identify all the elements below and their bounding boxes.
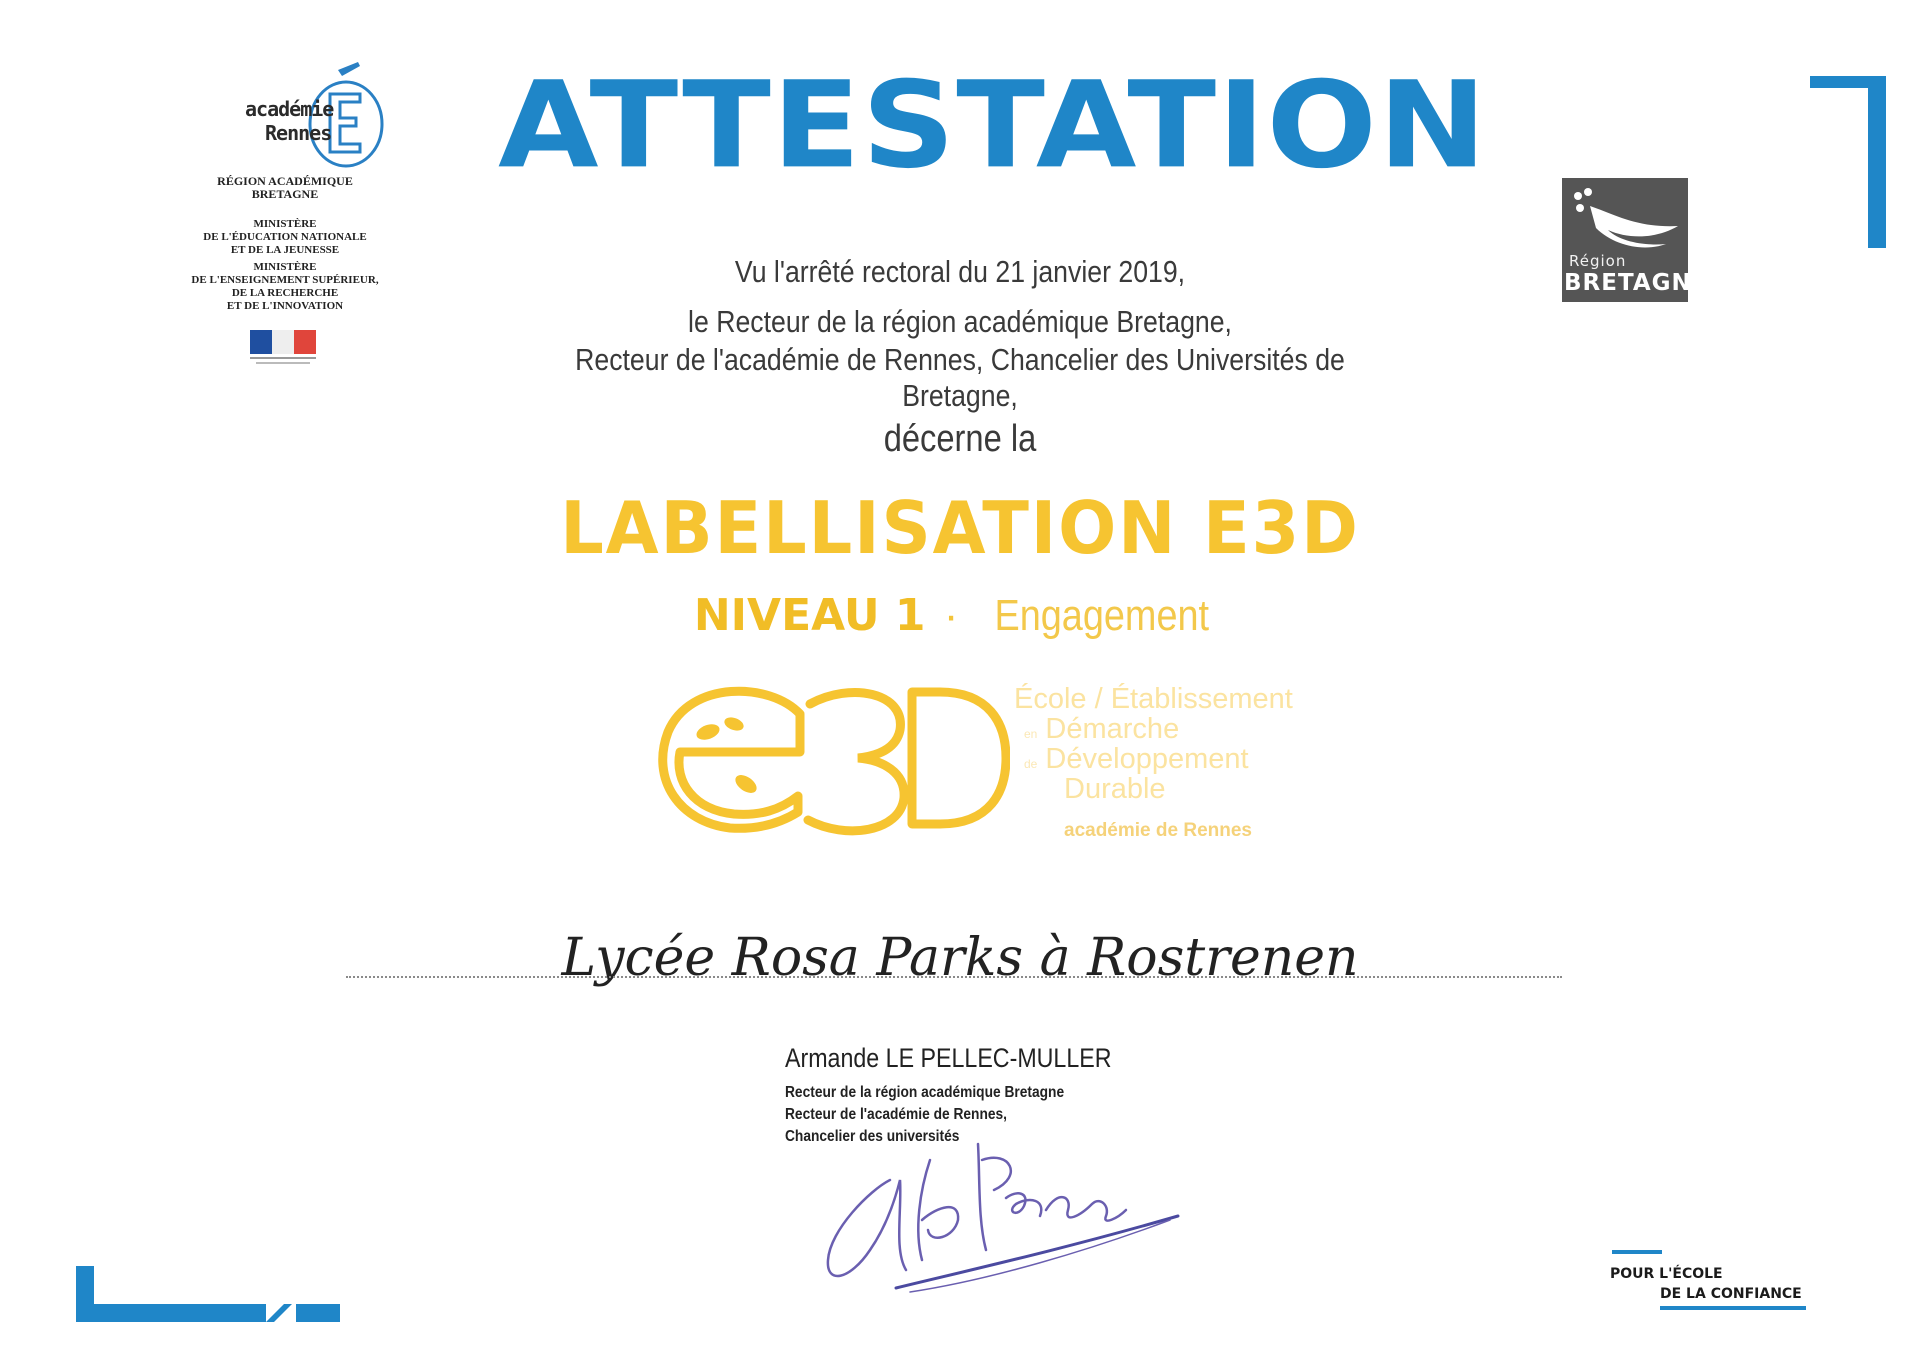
signatory-role-1: Recteur de la région académique Bretagne [785,1084,1065,1101]
rennes-word: Rennes [265,121,332,145]
ministere-education: MINISTÈRE DE L'ÉDUCATION NATIONALE ET DE LA JEUNESSE [203,218,367,256]
ministere-enseignement: MINISTÈRE DE L'ENSEIGNEMENT SUPÉRIEUR, DE LA RECHERCHE ET DE L'INNOVATION [191,261,379,312]
decerne-text: décerne la [883,418,1037,460]
region-word: Région [1569,252,1627,270]
corner-bracket-top-right [1800,70,1890,250]
e3d-line-2-word: Démarche [1045,713,1180,745]
corner-bracket-bottom-left [70,1256,350,1326]
dotted-line [346,976,1562,978]
signatory-name: Armande LE PELLEC-MULLER [785,1043,1112,1073]
confiance-top-rule [1612,1250,1662,1254]
confiance-line-2: DE LA CONFIANCE [1660,1286,1802,1302]
intro-line-1: Vu l'arrêté rectoral du 21 janvier 2019, [734,254,1186,289]
intro-line-3: Recteur de l'académie de Rennes, Chancelier des Universités de Bretagne, [575,342,1345,413]
ecole-confiance-logo [1610,1250,1810,1320]
e3d-logo-mark-icon [650,672,1010,842]
e3d-line-3-word: Développement [1045,743,1249,775]
e3d-line-4: Durable [1064,773,1166,805]
e3d-academie: académie de Rennes [1064,820,1252,841]
e3d-line-2-prefix: en [1024,727,1038,741]
niveau-level: NIVEAU 1 [693,590,926,641]
hermine-bird-icon [1566,184,1684,252]
niveau-separator: · [943,591,959,640]
niveau-line [560,590,1360,641]
signatory-role-2: Recteur de l'académie de Rennes, [785,1106,1008,1123]
signature-scribble-icon [810,1120,1190,1300]
school-name: Lycée Rosa Parks à Rostrenen [561,928,1359,988]
label-title: LABELLISATION E3D [560,486,1360,570]
academie-logo [170,58,400,378]
confiance-bottom-rule [1660,1306,1806,1310]
e3d-line-1: École / Établissement [1014,683,1293,715]
niveau-name: Engagement [994,591,1209,640]
academie-word: académie [245,97,334,121]
marianne-flag-icon [250,330,316,366]
bretagne-word: BRETAGNE [1564,270,1709,296]
e3d-line-3-prefix: de [1024,757,1038,771]
region-academique: RÉGION ACADÉMIQUE BRETAGNE [217,174,353,201]
confiance-line-1: POUR L'ÉCOLE [1610,1266,1723,1282]
intro-line-2: le Recteur de la région académique Bretagne, [688,304,1232,339]
signatory-role-3: Chancelier des universités [785,1128,960,1145]
page-title: ATTESTATION [498,55,1488,195]
